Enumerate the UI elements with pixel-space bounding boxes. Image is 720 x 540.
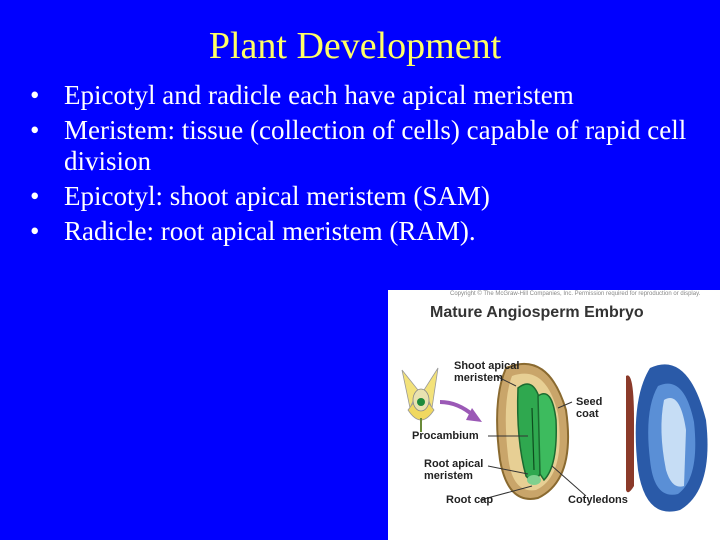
bullet-item [30, 181, 710, 212]
bullet-item [30, 80, 710, 111]
bullet-item [30, 216, 710, 247]
bullet-text: Radicle: root apical meristem (RAM). [64, 216, 476, 246]
bullet-icon: • [30, 216, 40, 246]
bullet-icon: • [30, 115, 40, 145]
figure-title: Mature Angiosperm Embryo [430, 304, 644, 321]
flower-icon [402, 368, 438, 432]
embryo-illustration [388, 290, 720, 540]
embryo-figure [388, 290, 720, 540]
bullet-text: Epicotyl and radicle each have apical meristem [64, 80, 574, 110]
label-seed-coat: Seed coat [576, 396, 603, 420]
label-shoot-apical-meristem: Shoot apical meristem [454, 360, 520, 384]
bullet-text: Epicotyl: shoot apical meristem (SAM) [64, 181, 490, 211]
seed-diagram [497, 364, 568, 499]
slide-title: Plant Development [208, 25, 502, 67]
label-procambium: Procambium [412, 430, 479, 442]
copyright-notice: Copyright © The McGraw-Hill Companies, Inc. Permission required for reproduction or display. [450, 291, 701, 297]
bullet-icon: • [30, 181, 40, 211]
label-cotyledons: Cotyledons [568, 494, 628, 506]
bullet-item [30, 115, 710, 177]
bullet-list [30, 80, 710, 251]
bullet-text: Meristem: tissue (collection of cells) capable of rapid cell division [64, 115, 687, 176]
label-root-apical-meristem: Root apical meristem [424, 458, 484, 482]
label-root-cap: Root cap [446, 494, 494, 506]
bullet-icon: • [30, 80, 40, 110]
micrograph-image [626, 360, 720, 540]
